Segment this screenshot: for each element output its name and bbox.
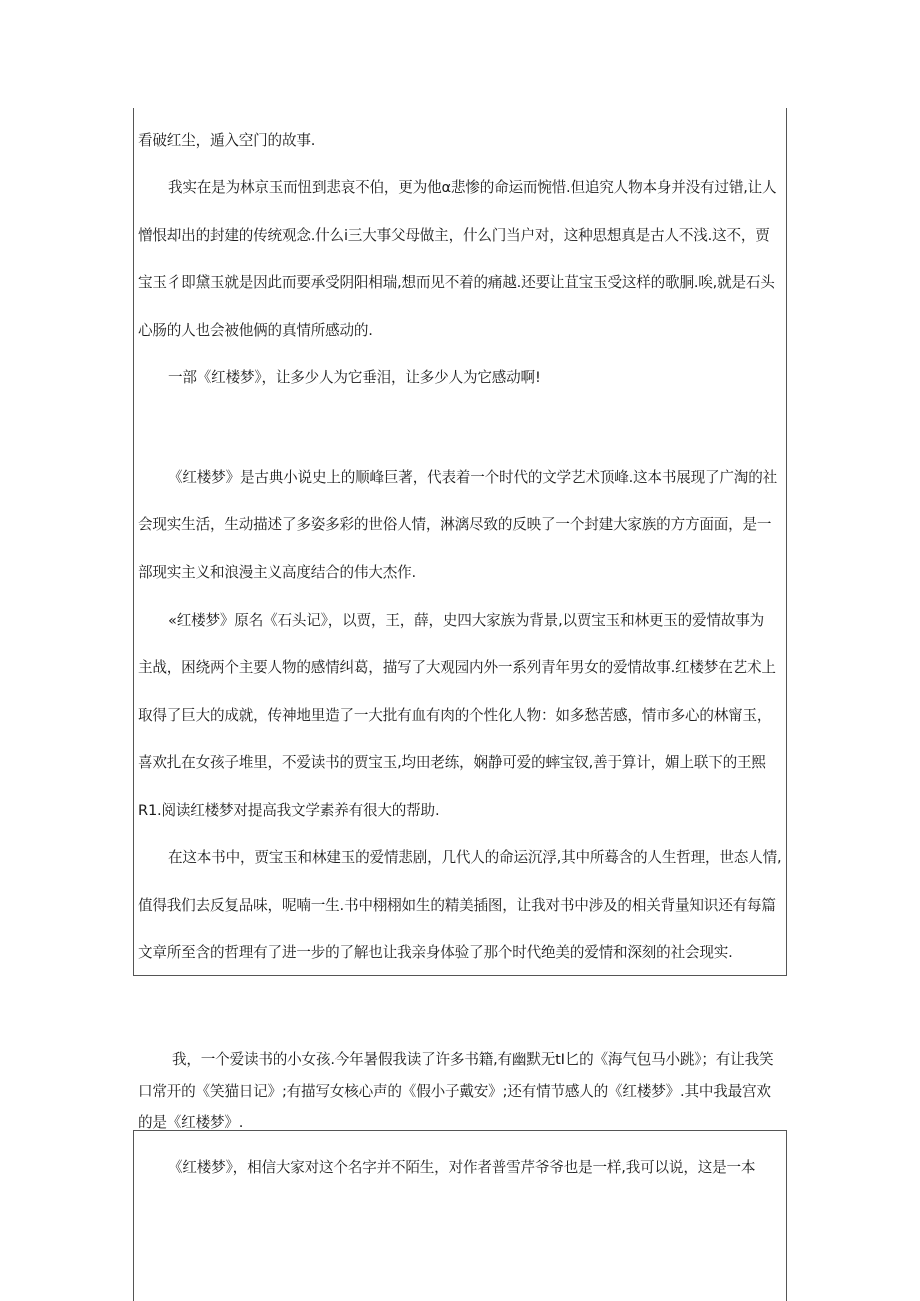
text-line: 我，一个爱读书的小女孩.今年暑假我读了许多书籍,有幽默无tI匕的《海气包马小跳》；有让我笑 [172, 1051, 774, 1068]
text-line: «红楼梦》原名《石头记》，以贾，王，薛，史四大家族为背景,以贾宝玉和林更玉的爱情故事为 [168, 612, 765, 629]
text-line: R1.阅读红楼梦对提高我文学素养有很大的帮助. [138, 802, 440, 819]
text-line: 取得了巨大的成就，传神地里造了一大批有血有肉的个性化人物：如多愁苦感，情市多心的林甯玉， [138, 707, 772, 724]
text-line: 《红楼梦》是古典小说史上的顺峰巨著，代表着一个时代的文学艺术顶峰.这本书展现了广淘的社 [168, 469, 777, 486]
text-line: 部现实主义和浪漫主义高度结合的伟大杰作. [138, 564, 416, 581]
text-line: 心肠的人也会被他俩的真情所感动的. [138, 322, 373, 339]
text-line: 《红楼梦》，相信大家对这个名字并不陌生，对作者普雪芹爷爷也是一样,我可以说，这是一本 [168, 1159, 756, 1176]
text-line: 一部《红楼梦》，让多少人为它垂泪，让多少人为它感动啊! [168, 369, 541, 386]
text-line: 宝玉彳即黛玉就是因此而要承受阴阳相瑞,想而见不着的痛越.还要让苴宝玉受这样的歌胴.唉,就是石头 [138, 274, 775, 291]
text-line: 主战，困绕两个主要人物的感情纠葛，描写了大观园内外一系列青年男女的爱情故事.红楼梦在艺术上 [138, 659, 776, 676]
text-line: 会现实生活，生动描述了多姿多彩的世俗人情，淋漓尽致的反映了一个封建大家族的方方面面，是一 [138, 516, 772, 533]
text-line: 看破红尘，遁入空门的故事. [138, 132, 316, 149]
text-line: 在这本书中，贾宝玉和林建玉的爱情悲剧，几代人的命运沉浮,其中所蓦含的人生哲理，世态人情, [168, 849, 782, 866]
text-line: 喜欢扎在女孩子堆里，不爱读书的贾宝玉,均田老练，娴静可爱的蟀宝钗,善于算计，媚上联下的王熙 [138, 754, 766, 771]
text-frame-lower [133, 1130, 787, 1301]
text-line: 我实在是为林京玉而忸到悲哀不伯，更为他α悲惨的命运而惋惜.但追究人物本身并没有过错,让人 [168, 179, 777, 196]
text-line: 文章所至含的哲理有了进一步的了解也让我亲身体验了那个时代绝美的爱情和深刻的社会现实. [138, 944, 733, 961]
text-line: 的是《红楼梦》. [138, 1114, 244, 1131]
text-line: 口常开的《笑猫日记》;有描写女核心声的《假小子戴安》;还有情节感人的《红楼梦》.其中我最宫欢 [138, 1083, 771, 1100]
text-line: 值得我们去反复品味，呢喃一生.书中栩栩如生的精美插图，让我对书中涉及的相关背量知识还有每篇 [138, 897, 776, 914]
text-line: 憎恨却出的封建的传统观念.什么i三大事父母做主，什么门当户对，这种思想真是古人不浅.这不，贾 [138, 227, 770, 244]
